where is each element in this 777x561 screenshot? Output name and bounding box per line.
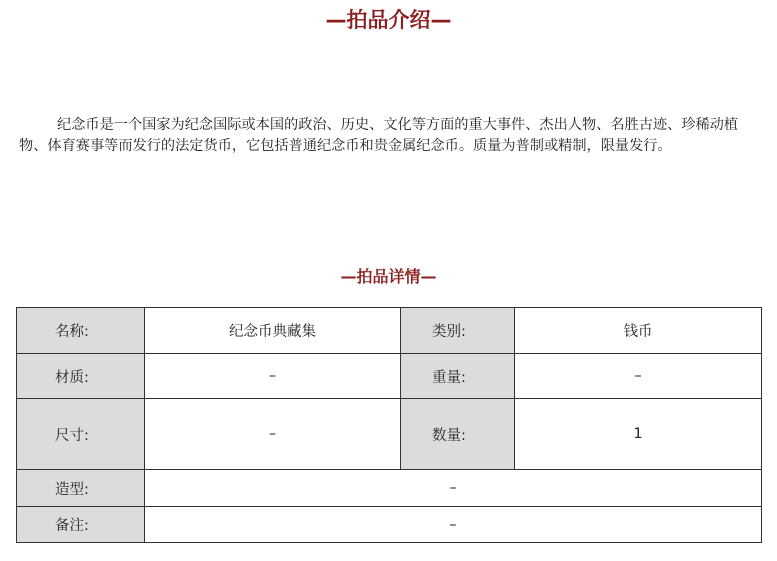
quantity-label: 数量: [401,399,515,470]
category-label: 类别: [401,308,515,354]
remarks-label: 备注: [17,507,145,543]
intro-title: —拍品介绍— [325,8,452,32]
size-label: 尺寸: [17,399,145,470]
name-value: 纪念币典藏集 [145,308,401,354]
table-row [17,470,762,507]
size-value: – [145,399,401,470]
shape-value: – [145,470,762,507]
table-row [17,354,762,399]
remarks-value: – [145,507,762,543]
table-row [17,308,762,354]
table-row [17,399,762,470]
details-title: —拍品详情— [340,267,437,286]
shape-label: 造型: [17,470,145,507]
material-label: 材质: [17,354,145,399]
name-label: 名称: [17,308,145,354]
material-value: – [145,354,401,399]
weight-label: 重量: [401,354,515,399]
quantity-value: 1 [515,399,762,470]
table-row [17,507,762,543]
weight-value: – [515,354,762,399]
details-table [16,307,762,543]
category-value: 钱币 [515,308,762,354]
intro-text: 纪念币是一个国家为纪念国际或本国的政治、历史、文化等方面的重大事件、杰出人物、名胜古迹、珍稀动植物、体育赛事等而发行的法定货币，它包括普通纪念币和贵金属纪念币。质量为普制或精制，限量发行。 [19,117,739,154]
